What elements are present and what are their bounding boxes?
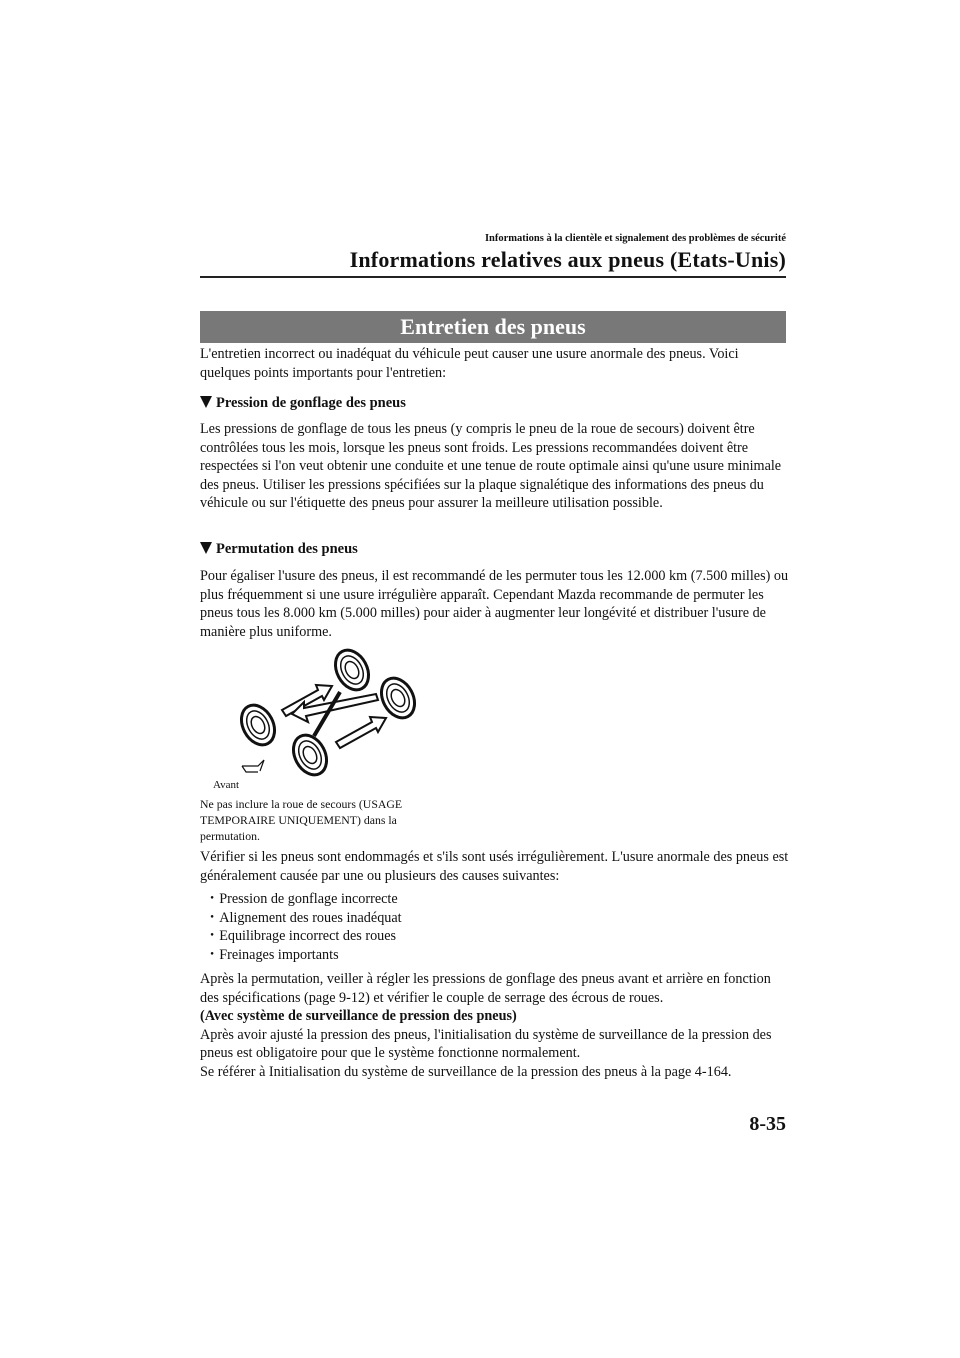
chapter-header: Informations à la clientèle et signalement des problèmes de sécurité: [484, 233, 786, 244]
intro-paragraph: L'entretien incorrect ou inadéquat du véhicule peut causer une usure anormale des pneus. Voici quelques points importants pour l'entretien:: [200, 346, 739, 381]
figure-label-front: Avant: [213, 779, 240, 791]
figure-caption: Ne pas inclure la roue de secours (USAGE TEMPORAIRE UNIQUEMENT) dans la permutation.: [200, 797, 403, 843]
pressure-heading-text: Pression de gonflage des pneus: [216, 395, 406, 411]
front-left-tire-icon: [329, 644, 375, 695]
triangle-bullet-icon: [200, 542, 212, 554]
list-item: ・ Equilibrage incorrect des roues: [205, 927, 402, 946]
after-rotation-paragraph: Après la permutation, veiller à régler les pressions de gonflage des pneus avant et arrière en fonction des spécifications (page 9-12) et vérifier le couple de serrage des écrous de roues.: [200, 971, 771, 1006]
list-item: ・ Alignement des roues inadéquat: [205, 909, 402, 928]
rear-left-tire-icon: [235, 699, 281, 750]
tire-rotation-diagram: [200, 640, 460, 790]
check-paragraph: Vérifier si les pneus sont endommagés et s'ils sont usés irrégulièrement. L'usure anormale des pneus est généralement causée par une ou plusieurs des causes suivantes:: [200, 849, 789, 884]
section-banner: Entretien des pneus: [200, 311, 786, 343]
pressure-paragraph: Les pressions de gonflage de tous les pneus (y compris le pneu de la roue de secours) doivent être contrôlées tous les mois, lorsque les pneus sont froids. Les pressions recommandées doivent être respectées si l'on veut obtenir une conduite et une tenue de route optimale ainsi qu'une usure minimale des pneus. Utiliser les pressions spécifiées sur la plaque signalétique des informations des pneus du véhicule ou sur l'étiquette des pneus pour assurer la meilleure utilisation possible.: [200, 421, 782, 512]
triangle-bullet-icon: [200, 396, 212, 408]
pressure-heading: [200, 395, 406, 412]
after-rotation-block: [200, 970, 790, 1082]
rotation-heading: [200, 541, 358, 558]
rear-right-tire-icon: [287, 729, 333, 780]
rotation-heading-text: Permutation des pneus: [216, 541, 358, 557]
causes-list: [205, 890, 402, 964]
tpms-paragraph: Après avoir ajusté la pression des pneus, l'initialisation du système de surveillance de la pression des pneus est obligatoire pour que le système fonctionne normalement.: [200, 1026, 772, 1062]
header-divider: [200, 276, 786, 278]
tpms-heading: (Avec système de surveillance de pression des pneus): [200, 1008, 517, 1025]
front-direction-arrow-icon: [242, 760, 264, 772]
list-item: ・ Freinages importants: [205, 946, 402, 965]
rotation-paragraph: Pour égaliser l'usure des pneus, il est recommandé de les permuter tous les 12.000 km (7.500 milles) ou plus fréquemment si une usure irrégulière apparaît. Cependant Mazda recommande de permuter les pneus tous les 8.000 km (5.000 milles) pour aider à augmenter leur longévité et distribuer l'usure de manière plus uniforme.: [200, 568, 789, 640]
page-number: 8-35: [749, 1113, 786, 1135]
page-title: Informations relatives aux pneus (Etats-Unis): [349, 247, 786, 272]
list-item: ・ Pression de gonflage incorrecte: [205, 890, 402, 909]
refer-paragraph: Se référer à Initialisation du système de surveillance de la pression des pneus à la page 4-164.: [200, 1063, 732, 1080]
front-right-tire-icon: [375, 672, 421, 723]
